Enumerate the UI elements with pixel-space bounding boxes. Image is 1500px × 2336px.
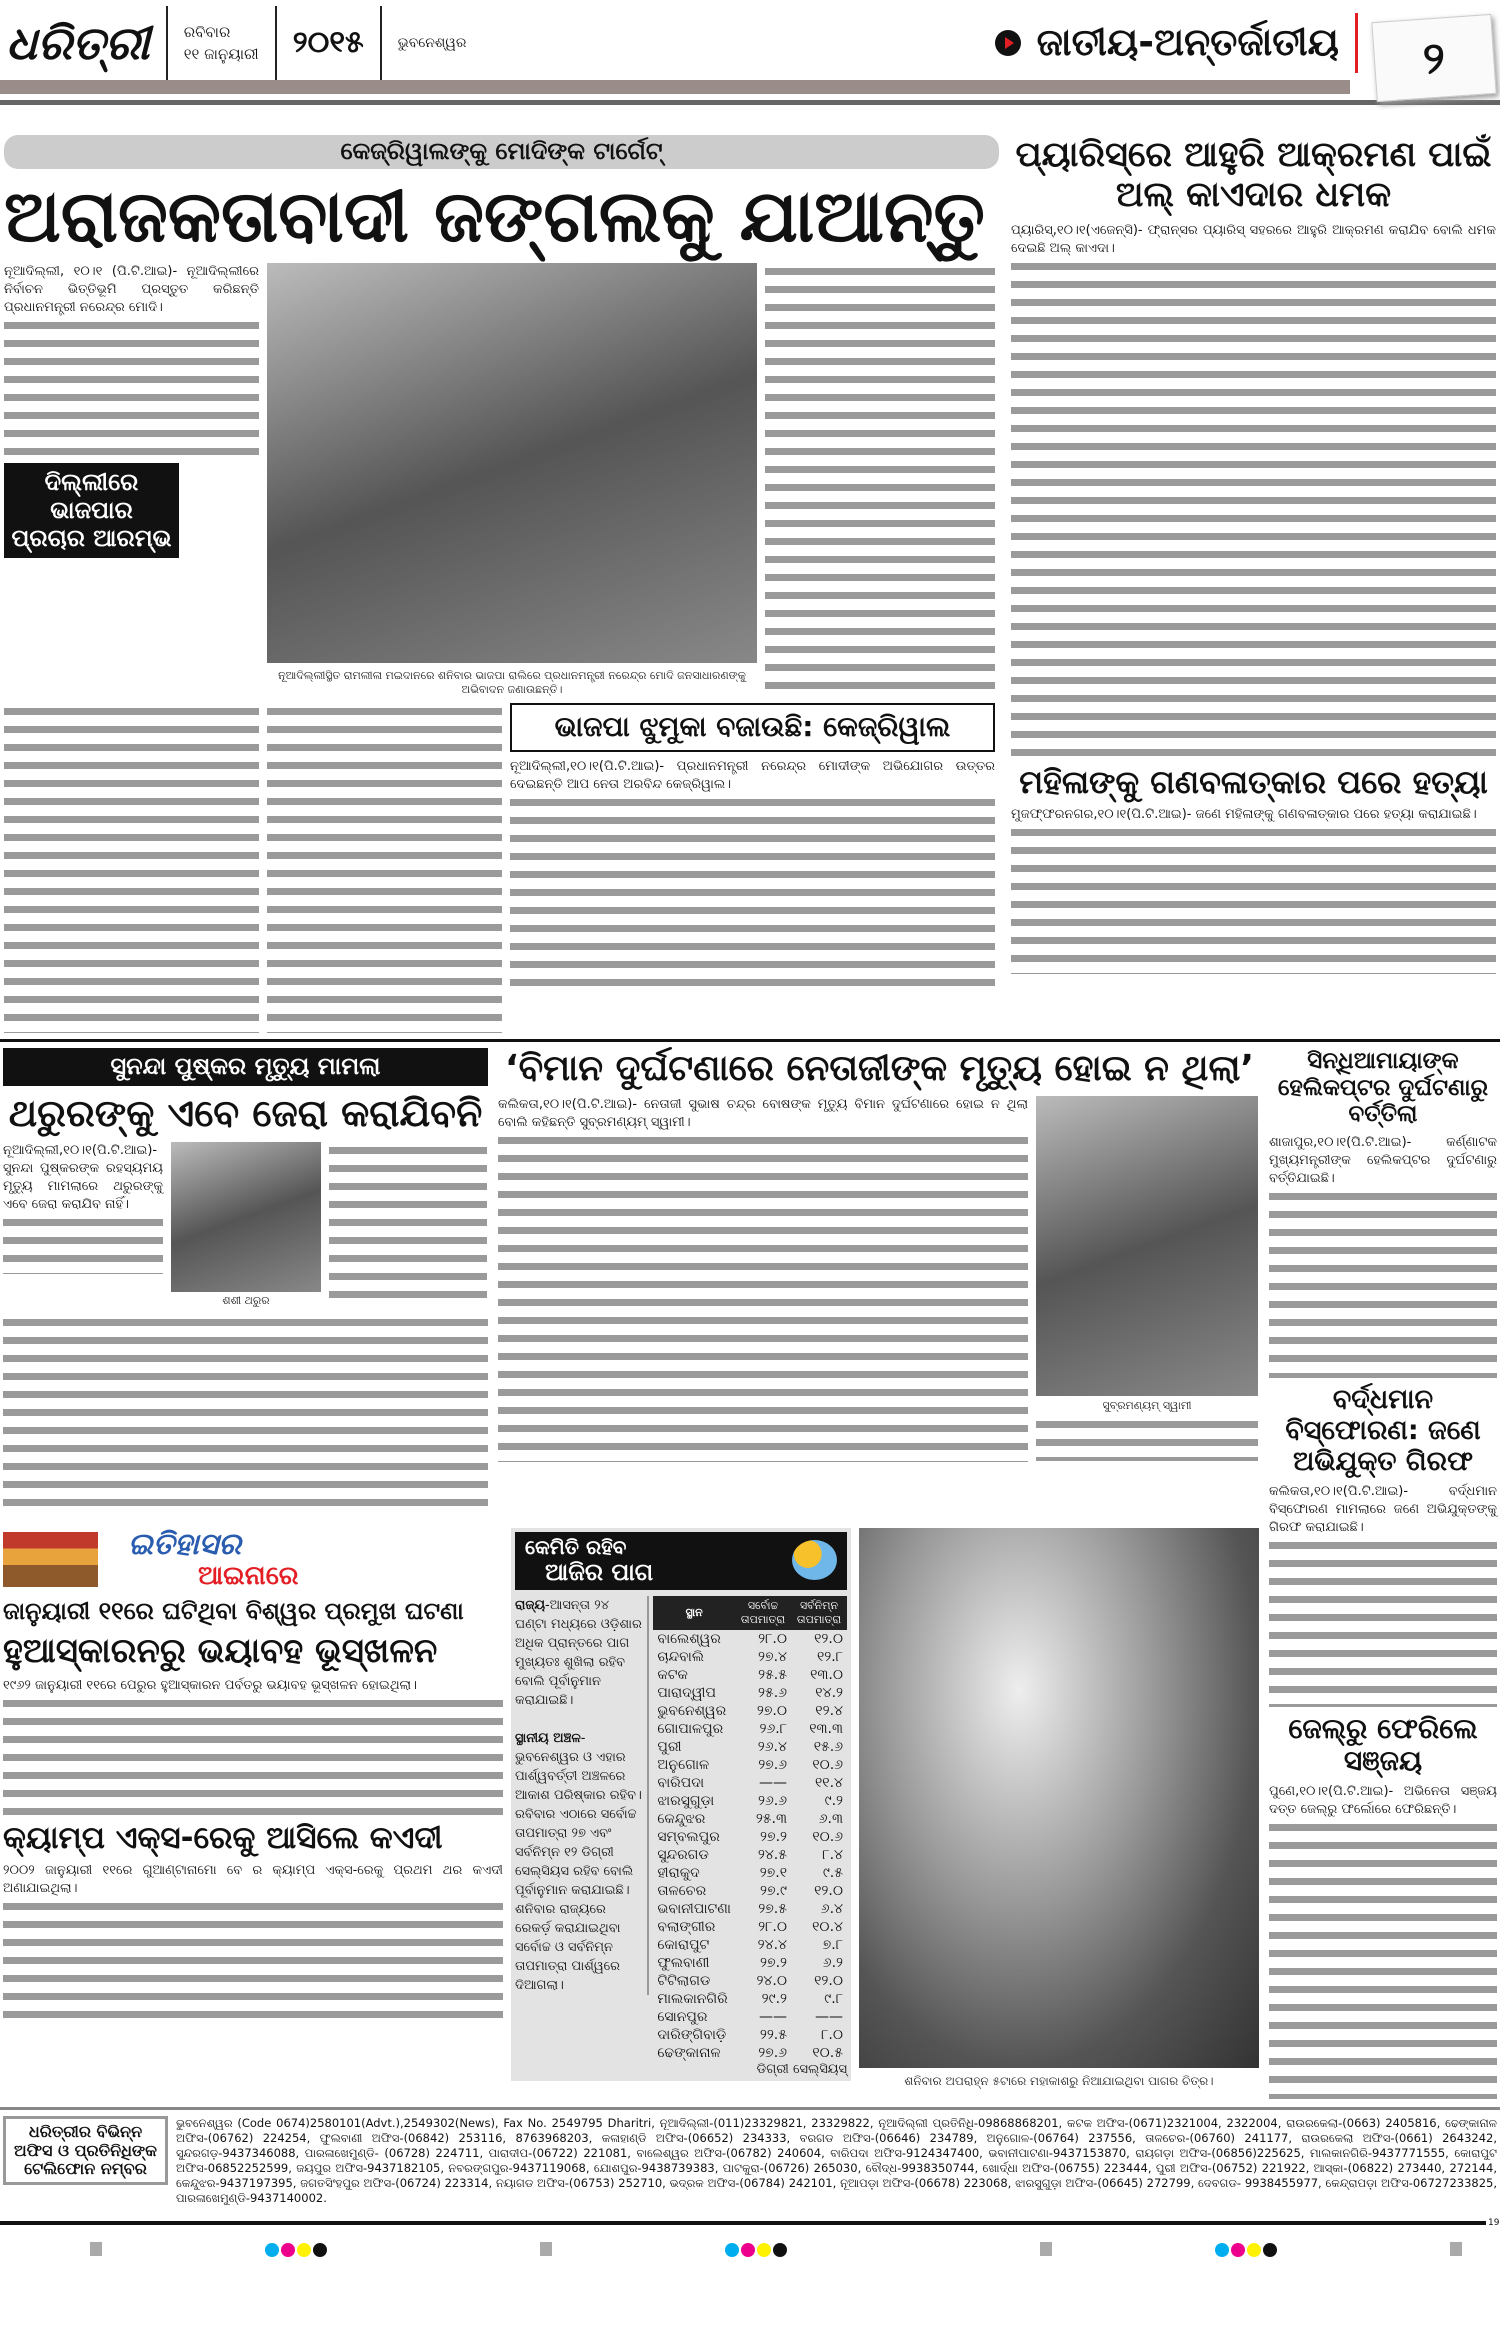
masthead <box>0 0 1500 85</box>
max-temp: ୨୮.୦ <box>758 1919 787 1936</box>
burdwan-body <box>1269 1483 1497 1707</box>
max-temp: ୨୭.୨ <box>760 1829 787 1846</box>
burdwan-headline: ବର୍ଦ୍ଧମାନ ବିସ୍ଫୋରଣ: ଜଣେ ଅଭିଯୁକ୍ତ ଗିରଫ <box>1285 1383 1481 1477</box>
weather-panel <box>511 1528 851 2082</box>
station-name: ସୁନ୍ଦରଗଡ <box>657 1847 709 1864</box>
station-name: ସୋନପୁର <box>657 2009 708 2026</box>
min-temp: ୧୪.୨ <box>815 1685 843 1702</box>
tharoor-dateline: ନୂଆଦିଲ୍ଲୀ,୧୦।୧(ପି.ଟି.ଆଇ)- ସୁନନ୍ଦା ପୁଷ୍କରଙ୍କ ରହସ୍ୟମୟ ମୃତ୍ୟୁ ମାମଲାରେ ଥରୁରଙ୍କୁ ଏବେ ଜେରା କରାଯିବ ନାହିଁ। <box>3 1142 163 1212</box>
paris-dateline: ପ୍ୟାରିସ୍,୧୦।୧(ଏଜେନ୍ସି)- ଫ୍ରାନ୍ସର ପ୍ୟାରିସ୍ ସହରରେ ଆହୁରି ଆକ୍ରମଣ କରାଯିବ ବୋଲି ଧମକ ଦେଇଛି ଅଲ୍ କାଏଦା। <box>1011 222 1496 256</box>
sanjay-headline: ଜେଲ୍‌ରୁ ଫେରିଲେ ସଞ୍ଜୟ <box>1288 1711 1478 1778</box>
history-item2-body <box>3 1862 503 2028</box>
max-temp: ୨୪.୦ <box>756 1973 787 1990</box>
weather-row <box>653 1684 847 1702</box>
weather-row <box>653 1864 847 1882</box>
bullet-icon <box>995 30 1021 56</box>
weather-state-text: -ଆସନ୍ତା ୨୪ ଘଣ୍ଟା ମଧ୍ୟରେ ଓଡ଼ିଶାର ଅଧିକ ପ୍ରାନ୍ତରେ ପାଗ ମୁଖ୍ୟତଃ ଶୁଖିଲା ରହିବ ବୋଲି ପୂର୍ବାନୁମାନ କରାଯାଇଛି। <box>515 1598 642 1709</box>
weather-row <box>653 1756 847 1774</box>
scindia-headline: ସିନ୍ଧିଆମାୟାଙ୍କ ହେଲିକପ୍ଟର ଦୁର୍ଘଟଣାରୁ ବର୍ତ୍ତିଲା <box>1277 1048 1489 1128</box>
max-temp: ୨୬.୮ <box>759 1721 787 1738</box>
cmyk-dots <box>265 2242 329 2261</box>
min-temp: ୧୦.୬ <box>812 1829 843 1846</box>
lead-headline: ଅରାଜକତାବାଦୀ ଜଙ୍ଗଲକୁ ଯାଆନ୍ତୁ <box>4 173 985 258</box>
weather-row <box>653 1774 847 1792</box>
history-item2-headline: କ୍ୟାମ୍ପ ଏକ୍ସ-ରେକୁ ଆସିଲେ କଏଦୀ <box>3 1819 443 1856</box>
weather-row <box>653 1720 847 1738</box>
tharoor-kicker: ସୁନନ୍ଦା ପୁଷ୍କର ମୃତ୍ୟୁ ମାମଲା <box>3 1048 488 1086</box>
swamy-photo <box>1036 1096 1258 1396</box>
books-icon <box>3 1532 98 1587</box>
min-temp: ୧୨.୮ <box>816 1649 843 1666</box>
registration-marks <box>0 2242 1500 2262</box>
min-temp: ୮.୪ <box>822 1847 843 1864</box>
history-title-bottom: ଆଇନାରେ <box>198 1561 299 1592</box>
bottom-rule <box>0 2221 1486 2225</box>
weather-title-bottom: ଆଜିର ପାଗ <box>545 1557 654 1586</box>
weather-state-label: ରାଜ୍ୟ <box>515 1598 546 1614</box>
min-temp: ୧୦.୬ <box>812 1757 843 1774</box>
min-temp: ୧୨.୦ <box>814 1973 843 1990</box>
gray-mark <box>540 2242 552 2256</box>
station-name: ଭବାନୀପାଟଣା <box>657 1901 731 1918</box>
tharoor-body-2 <box>329 1142 487 1307</box>
satellite-map <box>859 1528 1259 2068</box>
min-temp: ୬.୨ <box>822 1955 843 1972</box>
masthead-bar <box>0 80 1350 94</box>
rape-headline: ମହିଳାଙ୍କୁ ଗଣବଳାତ୍କାର ପରେ ହତ୍ୟା <box>1019 762 1488 801</box>
sanjay-dateline: ପୁଣେ,୧୦।୧(ପି.ଟି.ଆଇ)- ଅଭିନେତା ସଞ୍ଜୟ ଦତ୍ତ ଜେଲ୍‌ରୁ ଫର୍ଲୋରେ ଫେରିଛନ୍ତି। <box>1269 1784 1497 1818</box>
weather-row <box>653 1936 847 1954</box>
max-temp: ୨୬.୬ <box>757 1793 787 1810</box>
history-subtitle: ଜାନୁୟାରୀ ୧୧ରେ ଘଟିଥିବା ବିଶ୍ୱର ପ୍ରମୁଖ ଘଟଣା <box>3 1597 464 1626</box>
max-temp: ୨୭.୨ <box>760 1955 787 1972</box>
paris-body <box>1011 222 1496 758</box>
history-item2-text: ୨୦୦୨ ଜାନୁୟାରୀ ୧୧ରେ ଗୁଆଣ୍ଟାନାମୋ ବେ ର କ୍ୟାମ୍ପ ଏକ୍ସ-ରେକୁ ପ୍ରଥମ ଥର କଏଦୀ ଅଣାଯାଇଥିଲା। <box>3 1863 503 1897</box>
max-temp: ୨୭.୪ <box>758 1649 787 1666</box>
lead-kicker: କେଜ୍ରିୱାଲଙ୍କୁ ମୋଦିଙ୍କ ଟାର୍ଗେଟ୍ <box>4 135 999 169</box>
min-temp: ୯.୨ <box>824 1793 843 1810</box>
tharoor-body-1 <box>3 1142 163 1274</box>
min-temp: ୧୦.୫ <box>812 2045 843 2062</box>
station-name: ହୀରାକୁଦ <box>657 1865 700 1882</box>
paris-headline: ପ୍ୟାରିସ୍‌ରେ ଆହୁରି ଆକ୍ରମଣ ପାଇଁ ଅଲ୍ କାଏଦାର ଧମକ <box>1015 135 1492 216</box>
max-temp: ୨୭.୯ <box>760 1883 787 1900</box>
min-temp: ୧୩.୩ <box>809 1721 843 1738</box>
netaji-body-2 <box>1036 1416 1258 1461</box>
min-temp: ୧୩.୦ <box>810 1667 843 1684</box>
station-name: ଦାରିଙ୍ଗିବାଡ଼ି <box>657 2027 727 2044</box>
tharoor-photo-caption: ଶଶୀ ଥରୁର <box>222 1293 270 1307</box>
history-title-top: ଇତିହାସର <box>128 1526 241 1562</box>
max-temp: ୨୫.୫ <box>758 1667 787 1684</box>
min-temp: ୯.୮ <box>824 1991 843 2008</box>
station-name: କେନ୍ଦୁଝର <box>657 1811 706 1828</box>
min-temp: ୧୨.୦ <box>814 1631 843 1648</box>
weather-row <box>653 1702 847 1720</box>
modi-photo-caption: ନୂଆଦିଲ୍ଲୀସ୍ଥିତ ରାମଲୀଳା ମଇଦାନରେ ଶନିବାର ଭାଜପା ରାଲିରେ ପ୍ରଧାନମନ୍ତ୍ରୀ ନରେନ୍ଦ୍ର ମୋଦି ଜନସାଧାରଣଙ୍କୁ ଅଭିବାଦନ ଜଣାଉଛନ୍ତି। <box>278 669 746 697</box>
max-temp: ୨୪.୫ <box>757 1847 787 1864</box>
scindia-body <box>1269 1134 1497 1378</box>
min-temp: ୮.୦ <box>821 2027 843 2044</box>
min-temp: ୭.୮ <box>822 1937 843 1954</box>
weather-row <box>653 1828 847 1846</box>
issue-date: ୧୧ ଜାନୁୟାରୀ <box>183 45 259 63</box>
lead-body-left <box>4 263 259 457</box>
gray-mark <box>1040 2242 1052 2256</box>
min-temp: ୧୨.୦ <box>814 1883 843 1900</box>
scindia-dateline: ଶାଜାପୁର,୧୦।୧(ପି.ଟି.ଆଇ)- କର୍ଣ୍ଣାଟକ ମୁଖ୍ୟମନ୍ତ୍ରୀଙ୍କ ହେଲିକପ୍ଟର ଦୁର୍ଘଟଣାରୁ ବର୍ତ୍ତିଯାଇଛି। <box>1269 1134 1497 1186</box>
max-temp: ୨୭.୬ <box>758 2045 787 2062</box>
netaji-dateline: କଲିକତା,୧୦।୧(ପି.ଟି.ଆଇ)- ନେତାଜୀ ସୁଭାଷ ଚନ୍ଦ୍ର ବୋଷଙ୍କ ମୃତ୍ୟୁ ବିମାନ ଦୁର୍ଘଟଣାରେ ହୋଇ ନ ଥିଲା ବୋଲି କହିଛନ୍ତି ସୁବ୍ରମଣ୍ୟମ୍ ସ୍ୱାମୀ। <box>498 1096 1028 1130</box>
sun-cloud-icon <box>792 1540 837 1580</box>
station-name: ବାଲେଶ୍ୱର <box>657 1631 721 1648</box>
lead-body-bottom <box>267 703 502 1033</box>
station-name: ବାରିପଦା <box>657 1775 705 1792</box>
weather-row <box>653 1882 847 1900</box>
weather-row <box>653 1792 847 1810</box>
weather-local-text: -ଭୁବନେଶ୍ୱର ଓ ଏହାର ପାର୍ଶ୍ୱବର୍ତ୍ତୀ ଅଞ୍ଚଳରେ ଆକାଶ ପରିଷ୍କାର ରହିବ। ରବିବାର ଏଠାରେ ସର୍ବୋଚ୍ଚ ତାପମାତ୍ରା ୨୭ ଏବଂ ସର୍ବନିମ୍ନ ୧୨ ଡିଗ୍ରୀ ସେଲ୍‌ସିୟସ ରହିବ ବୋଲି ପୂର୍ବାନୁମାନ କରାଯାଇଛି। ଶନିବାର ରାଜ୍ୟରେ ରେକର୍ଡ଼ କରାଯାଇଥିବା ସର୍ବୋଚ୍ଚ ଓ ସର୍ବନିମ୍ନ ତାପମାତ୍ରା ପାର୍ଶ୍ୱରେ ଦିଆଗଲା। <box>515 1731 642 1994</box>
weather-row <box>653 1990 847 2008</box>
footer-contacts: ଭୁବନେଶ୍ୱର (Code 0674)2580101(Advt.),2549302(News), Fax No. 2549795 Dharitri, ନୂଆଦିଲ୍ଲୀ-(011)23329821, 23329822, ନୂଆଦିଲ୍ଲୀ ପ୍ରତିନିଧି-09868868201, କଟକ ଅଫିସ-(0671)2321004, 2322004, ରାଉରକେଲା-(0663) 2405816, ଢେଙ୍କାନାଳ ଅଫିସ-(06762) 224254, ଫୁଲବାଣୀ ଅଫିସ-(06842) 253116, 8763968203, କଳାହାଣ୍ଡି ଅଫିସ-(06652) 234333, ବରଗଡ ଅଫିସ-(06646) 234789, ଅନୁଗୋଳ-(06764) 237556, ତାଳଚେର-(06760) 241177, ରାଉରକେଲା ଅଫିସ-(0661) 2643242, ସୁନ୍ଦରଗଡ଼-9437346088, ପାରଳାଖେମୁଣ୍ଡି- (06728) 224711, ପାରାଦୀପ-(06722) 221081, ବାଲେଶ୍ୱର ଅଫିସ-(06782) 240604, ବାରିପଦା ଅଫିସ-9124347400, ଭବାନୀପାଟଣା-9437153870, ରାୟଗଡ଼ା ଅଫିସ-(06856)225625, ମାଲକାନଗିରି-9437771555, କୋରାପୁଟ ଅଫିସ-06852252599, ଜୟପୁର ଅଫିସ-9437182105, ନବରଙ୍ଗପୁର-9437119068, ଯୋଶପୁର-9438739383, ପାଟକୁରା-(06726) 265030, ବୌଦ୍ଧ-9938350744, ଖୋର୍ଦ୍ଧା ଅଫିସ-(06755) 223444, ପୁରୀ ଅଫିସ-(06752) 221922, ଆସ୍କା-(06822) 273440, 272144, କେନ୍ଦୁଝର-9437197395, ଜଗତସିଂହପୁର ଅଫିସ-(06724) 223314, ନୟାଗଡ ଅଫିସ-(06753) 252710, ଭଦ୍ରକ ଅଫିସ-(06784) 242101, ନୂଆପଡ଼ା ଅଫିସ-(06678) 223068, ଝାରସୁଗୁଡ଼ା ଅଫିସ-(06645) 272799, ଦେବଗଡ- 9938455977, କେନ୍ଦ୍ରାପଡ଼ା ଅଫିସ-06727233825, ପାରଳାଖେମୁଣ୍ଡି-9437140002. <box>176 2116 1497 2206</box>
station-name: ସମ୍ବଲପୁର <box>657 1829 720 1846</box>
min-temp: ୬.୪ <box>820 1901 843 1918</box>
weather-title-box <box>515 1532 847 1591</box>
swamy-photo-caption: ସୁବ୍ରମଣ୍ୟମ୍ ସ୍ୱାମୀ <box>1102 1398 1192 1412</box>
satellite-map-caption: ଶନିବାର ଅପରାହ୍ନ ୫ଟାରେ ମହାକାଶରୁ ନିଆଯାଇଥିବା ପାଗର ଚିତ୍ର। <box>904 2073 1214 2088</box>
weather-row <box>653 2008 847 2026</box>
history-item1-body <box>3 1677 503 1815</box>
station-name: ଝାରସୁଗୁଡ଼ା <box>657 1793 715 1810</box>
issue-dateblock <box>184 21 259 65</box>
station-name: ଫୁଲବାଣୀ <box>657 1955 710 1972</box>
min-temp: ୬.୩ <box>818 1811 843 1828</box>
max-temp: ୨୭.୫ <box>758 1901 787 1918</box>
kejriwal-dateline: ନୂଆଦିଲ୍ଲୀ,୧୦।୧(ପି.ଟି.ଆଇ)- ପ୍ରଧାନମନ୍ତ୍ରୀ ନରେନ୍ଦ୍ର ମୋଦୀଙ୍କ ଅଭିଯୋଗର ଉତ୍ତର ଦେଇଛନ୍ତି ଆପ ନେତା ଅରବିନ୍ଦ କେଜ୍ରିୱାଲ। <box>510 758 995 792</box>
col-max: ସର୍ବୋଚ୍ଚ ତାପମାତ୍ରା <box>735 1596 791 1630</box>
page-number: ୨ <box>1421 31 1447 85</box>
history-item1-headline: ହୁଆସ୍କାରନରୁ ଭୟାବହ ଭୂସ୍ଖଳନ <box>3 1630 438 1671</box>
weather-local-label: ସ୍ଥାନୀୟ ଅଞ୍ଚଳ <box>515 1731 581 1747</box>
weather-table <box>653 1596 847 2062</box>
station-name: ଗୋପାଳପୁର <box>657 1721 724 1738</box>
station-name: ତାଳଚେର <box>657 1883 707 1900</box>
netaji-body <box>498 1096 1028 1462</box>
weather-row <box>653 1810 847 1828</box>
gray-mark <box>90 2242 102 2256</box>
tharoor-body-3 <box>3 1314 488 1514</box>
max-temp: ୨୭.୦ <box>756 1703 787 1720</box>
max-temp: ୨୮.୦ <box>758 1631 787 1648</box>
page-number-tab <box>1371 14 1496 102</box>
weather-row <box>653 1954 847 1972</box>
weather-row <box>653 1630 847 1648</box>
min-temp: —— <box>815 2009 843 2026</box>
row-rule <box>0 1039 1500 1042</box>
col-place: ସ୍ଥାନ <box>653 1596 735 1630</box>
burdwan-dateline: କଲିକତା,୧୦।୧(ପି.ଟି.ଆଇ)- ବର୍ଦ୍ଧମାନ ବିସ୍ଫୋରଣ ମାମଲାରେ ଜଣେ ଅଭିଯୁକ୍ତଙ୍କୁ ଗିରଫ କରାଯାଇଛି। <box>1269 1483 1497 1535</box>
station-name: ଭୁବନେଶ୍ୱର <box>657 1703 727 1720</box>
weather-unit: ଡିଗ୍ରୀ ସେଲ୍‌ସିୟସ୍ <box>756 2062 847 2078</box>
col-min: ସର୍ବନିମ୍ନ ତାପମାତ୍ରା <box>791 1596 847 1630</box>
issue-day: ରବିବାର <box>183 23 231 41</box>
min-temp: ୧୫.୬ <box>813 1739 843 1756</box>
min-temp: ୧୧.୪ <box>814 1775 843 1792</box>
station-name: ଅନୁଗୋଳ <box>657 1757 710 1774</box>
weather-row <box>653 1846 847 1864</box>
station-name: ଚାନ୍ଦବାଲି <box>657 1649 705 1666</box>
station-name: ଢେଙ୍କାନାଳ <box>657 2045 721 2062</box>
weather-row <box>653 1900 847 1918</box>
max-temp: —— <box>759 1775 787 1792</box>
max-temp: ୨୫.୬ <box>758 1685 787 1702</box>
weather-row <box>653 1648 847 1666</box>
cmyk-dots <box>725 2242 789 2261</box>
lead-subhead: ଦିଲ୍ଲୀରେ ଭାଜପାର ପ୍ରଚାର ଆରମ୍ଭ <box>4 463 179 558</box>
min-temp: ୧୨.୪ <box>815 1703 843 1720</box>
weather-row <box>653 1666 847 1684</box>
weather-row <box>653 1738 847 1756</box>
sanjay-body <box>1269 1783 1497 2099</box>
weather-title-top: କେମିତି ରହିବ <box>525 1534 627 1559</box>
modi-photo <box>267 263 757 663</box>
weather-text <box>515 1596 649 1995</box>
max-temp: ୨୯.୨ <box>761 1991 787 2008</box>
max-temp: ୨୭.୧ <box>759 1865 787 1882</box>
tharoor-photo <box>171 1142 321 1292</box>
kejriwal-body <box>510 758 995 994</box>
weather-row <box>653 2026 847 2044</box>
max-temp: ୨୬.୪ <box>757 1739 787 1756</box>
max-temp: ୨୫.୩ <box>755 1811 787 1828</box>
red-divider <box>1355 13 1358 73</box>
newspaper-logo: ଧରିତ୍ରୀ <box>6 15 150 70</box>
lead-dateline: ନୂଆଦିଲ୍ଲୀ, ୧୦।୧ (ପି.ଟି.ଆଇ)- ନୂଆଦିଲ୍ଲୀରେ ନିର୍ବାଚନ ଭିତ୍ତିଭୂମି ପ୍ରସ୍ତୁତ କରିଛନ୍ତି ପ୍ରଧାନମନ୍ତ୍ରୀ ନରେନ୍ଦ୍ର ମୋଦି। <box>4 264 259 316</box>
issue-year: ୨୦୧୫ <box>292 24 364 60</box>
station-name: କୋରାପୁଟ <box>657 1937 710 1954</box>
tharoor-headline: ଥରୁରଙ୍କୁ ଏବେ ଜେରା କରାଯିବନି <box>8 1090 483 1135</box>
weather-row <box>653 2044 847 2062</box>
lead-body-left-2 <box>4 703 259 1033</box>
kejriwal-headline: ଭାଜପା ଝୁମୁକା ବଜାଉଛି: କେଜ୍ରିୱାଲ <box>510 703 995 751</box>
footer-box: ଧରିତ୍ରୀର ବିଭିନ୍ନ ଅଫିସ ଓ ପ୍ରତିନିଧିଙ୍କ ଟେଲିଫୋନ ନମ୍ବର <box>3 2116 168 2185</box>
weather-row <box>653 1972 847 1990</box>
station-name: ବଲାଙ୍ଗୀର <box>657 1919 716 1936</box>
history-item1-text: ୧୯୬୨ ଜାନୁୟାରୀ ୧୧ରେ ପେରୁର ହୁଆସ୍କାରନ ପର୍ବତରୁ ଭୟାବହ ଭୂସ୍ଖଳନ ହୋଇଥିଲା। <box>3 1677 417 1693</box>
cmyk-dots <box>1215 2242 1279 2261</box>
rape-dateline: ମୁଜଫ୍ଫରନଗର,୧୦।୧(ପି.ଟି.ଆଇ)- ଜଣେ ମହିଳାଙ୍କୁ ଗଣବଳାତ୍କାର ପରେ ହତ୍ୟା କରାଯାଇଛି। <box>1011 807 1477 823</box>
issue-city: ଭୁବନେଶ୍ୱର <box>397 35 467 51</box>
station-name: ମାଲକାନଗିରି <box>657 1991 728 2008</box>
station-name: ପୁରୀ <box>657 1739 682 1756</box>
station-name: ପାରାଦ୍ୱୀପ <box>657 1685 716 1702</box>
page-folio: 19 <box>1488 2218 1500 2229</box>
max-temp: —— <box>759 2009 787 2026</box>
lead-body-right <box>765 263 995 693</box>
station-name: ଟିଟିଲାଗଡ <box>657 1973 711 1990</box>
rape-body <box>1011 806 1496 974</box>
min-temp: ୧୦.୪ <box>812 1919 843 1936</box>
gray-mark <box>1450 2242 1462 2256</box>
weather-table-wrap <box>653 1596 847 2077</box>
min-temp: ୯.୫ <box>822 1865 843 1882</box>
netaji-headline: ‘ବିମାନ ଦୁର୍ଘଟଣାରେ ନେତାଜୀଙ୍କ ମୃତ୍ୟୁ ହୋଇ ନ ଥିଲା’ <box>504 1048 1255 1090</box>
max-temp: ୨୨.୫ <box>759 2027 787 2044</box>
weather-row <box>653 1918 847 1936</box>
station-name: କଟକ <box>657 1667 688 1684</box>
max-temp: ୨୭.୬ <box>758 1757 787 1774</box>
max-temp: ୨୪.୪ <box>757 1937 787 1954</box>
section-title: ଜାତୀୟ-ଅନ୍ତର୍ଜାତୀୟ <box>1036 20 1339 65</box>
